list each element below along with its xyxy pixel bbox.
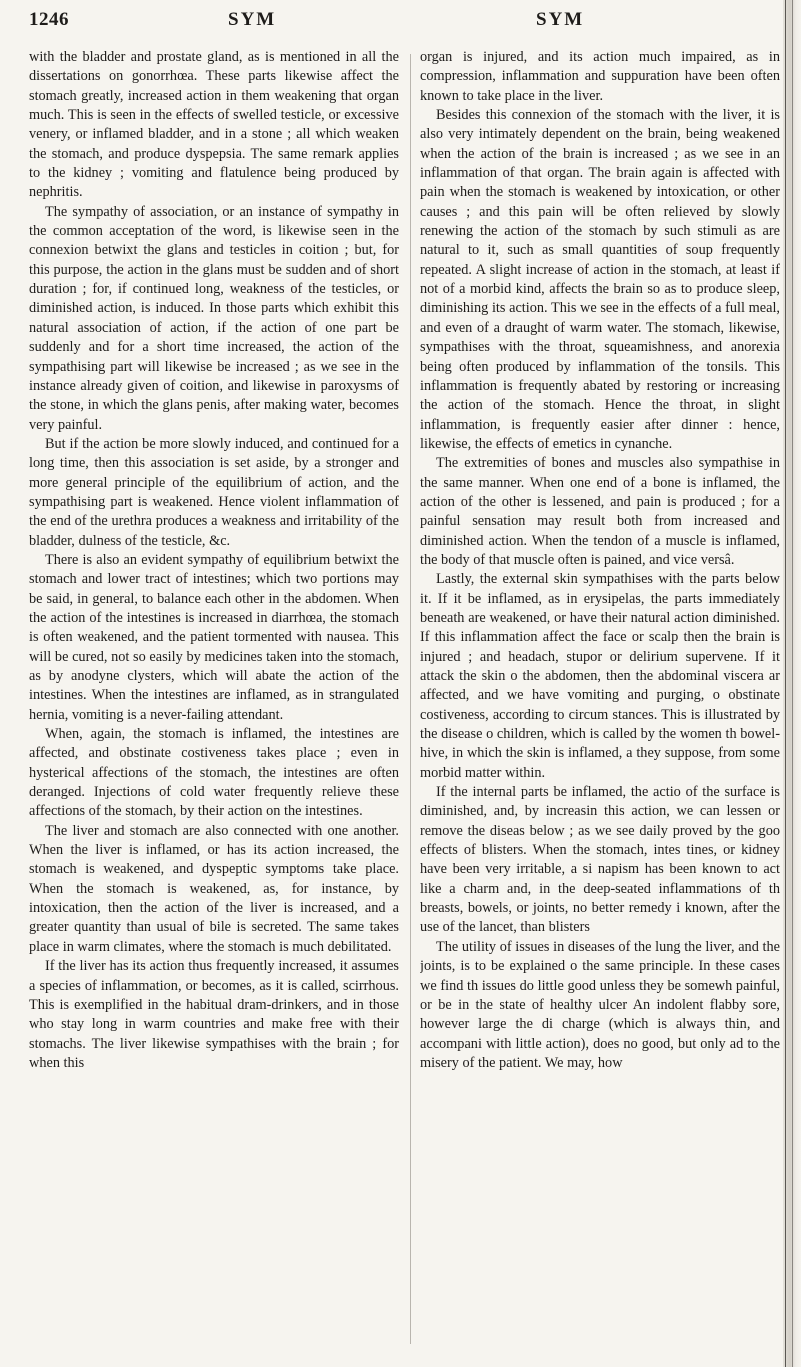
paragraph: Besides this connexion of the stomach with the liver, it is also very intimately dependent on the brain, being weakened when the action of the brain is increased ; as we see in an inflammation of that organ. The brain again is affected with pain when the stomach is weakened by intoxication, or other causes ; and this pain will be often relieved by slowly renewing the action of the stomach by such stimuli as are natural to it, such as small quantities of soup frequently repeated. A slight increase of action in the stomach, at least if not of a morbid kind, affects the brain so as to produce sleep, diminishing its action. This we see in the effects of a full meal, and even of a draught of warm water. The stomach, likewise, sympathises with the throat, squeamishness, and anorexia being often produced by inflammation of the tonsils. This inflammation is frequently abated by restoring or increasing the action of the stomach. Hence the throat, in slight inflammation, is frequently easier after dinner : hence, likewise, the effects of emetics in cynanche.: [420, 107, 780, 452]
left-column: [29, 48, 399, 1356]
page-number: 1246: [29, 9, 69, 30]
paragraph: When, again, the stomach is inflamed, the intestines are affected, and obstinate costiveness takes place ; even in hysterical affections of the stomach, the intestines are often deranged. Injections of cold water frequently relieve these affections of the stomach, by their action on the intestines.: [29, 726, 399, 820]
paragraph: The liver and stomach are also connected with one another. When the liver is inflamed, or has its action increased, the stomach is weakened, and dyspeptic symptoms take place. When the stomach is weakened, as, for instance, by intoxication, then the action of the liver is increased, and a greater quantity than usual of bile is secreted. The same takes place in warm climates, where the stomach is much debilitated.: [29, 822, 399, 955]
paragraph: There is also an evident sympathy of equilibrium betwixt the stomach and lower tract of intestines; which two portions may be said, in general, to balance each other in the abdomen. When the action of the intestines is increased in diarrhœa, the stomach is often weakened, and the patient tormented with nausea. This will be cured, not so easily by medicines taken into the stomach, as by anodyne clysters, which will abate the action of the intestines. When the intestines are inflamed, as in strangulated hernia, vomiting is a never-failing attendant.: [29, 551, 399, 723]
paragraph: The utility of issues in diseases of the lung the liver, and the joints, is to be explained o the same principle. In these cases we find th issues do little good unless they be somewh painful, or be in the state of healthy ulcer An indolent flabby sore, however large the di charge (which is always thin, and accompani with little action), does no good, but only ad to the misery of the patient. We may, how: [420, 938, 780, 1071]
paragraph: The extremities of bones and muscles also sympathise in the same manner. When one end of a bone is inflamed, the action of the other is lessened, and pain is produced ; for a painful sensation may result both from increased and diminished action. When the tendon of a muscle is inflamed, the body of that muscle often is pained, and vice versâ.: [420, 455, 780, 568]
paragraph: But if the action be more slowly induced, and continued for a long time, then this association is set aside, by a stronger and more general principle of the equilibrium of action, and the sympathising part is weakened. Hence violent inflammation of the end of the urethra produces a weakness and irritability of the bladder, dulness of the testicle, &c.: [29, 435, 399, 549]
paragraph: The sympathy of association, or an instance of sympathy in the common acceptation of the word, is likewise seen in the connexion betwixt the glans and testicles in coition ; but, for this purpose, the action in the glans must be sudden and of short duration ; for, if continued long, weakness of the testicles, or diminished action, is induced. In those parts which exhibit this natural association of action, if the action of one part be suddenly and for a short time increased, the action of the sympathising part will likewise be increased ; as we see in the instance already given of coition, and likewise in paroxysms of the stone, in which the glans penis, after making water, becomes very painful.: [29, 203, 399, 433]
page-edge-line: [792, 0, 793, 1367]
paragraph: If the liver has its action thus frequently increased, it assumes a species of inflammation, or becomes, as it is called, scirrhous. This is exemplified in the habitual dram-drinkers, and in those who stay long in warm countries and make free with their stomachs. The liver likewise sympathises with the brain ; for when this: [29, 958, 399, 1071]
paragraph: Lastly, the external skin sympathises with the parts below it. If it be inflamed, as in erysipelas, the parts immediately beneath are weakened, or have their natural action diminished. If this inflammation affect the face or scalp then the brain is injured ; and headach, stupor or delirium supervene. If it attack the skin o the abdomen, then the abdominal viscera ar affected, and we have vomiting and purging, o obstinate costiveness, according to circum stances. This is illustrated by the disease o children, which is called by the women th bowel-hive, in which the skin is inflamed, a they suppose, from some morbid matter within.: [420, 571, 780, 781]
paragraph: organ is injured, and its action much impaired, as in compression, inflammation and suppuration have been often known to take place in the liver.: [420, 49, 780, 104]
paragraph: with the bladder and prostate gland, as is mentioned in all the dissertations on gonorrhœa. These parts likewise affect the stomach greatly, increased action in them weakening that organ much. This is seen in the effects of swelled testicle, or excessive venery, or inflamed bladder, and in a stone ; all which weaken the stomach, and produce dyspepsia. The same remark applies to the kidney ; vomiting and flatulence being produced by nephritis.: [29, 49, 399, 201]
running-head-left: SYM: [228, 9, 277, 30]
running-head-right: SYM: [536, 9, 585, 30]
right-column: [420, 48, 780, 1356]
column-divider: [410, 54, 411, 1344]
paragraph: If the internal parts be inflamed, the actio of the surface is diminished, and, by increasin this action, we can lessen or remove the diseas below ; as we see daily proved by the goo effects of blisters. When the stomach, intes tines, or kidney have been very irritable, a si napism has been known to act like a charm and, in the deep-seated inflammations of th breasts, bowels, or joints, no better remedy i known, after the use of the lancet, than blisters: [420, 784, 780, 936]
page-header: [0, 0, 801, 40]
page-edge-line: [785, 0, 786, 1367]
